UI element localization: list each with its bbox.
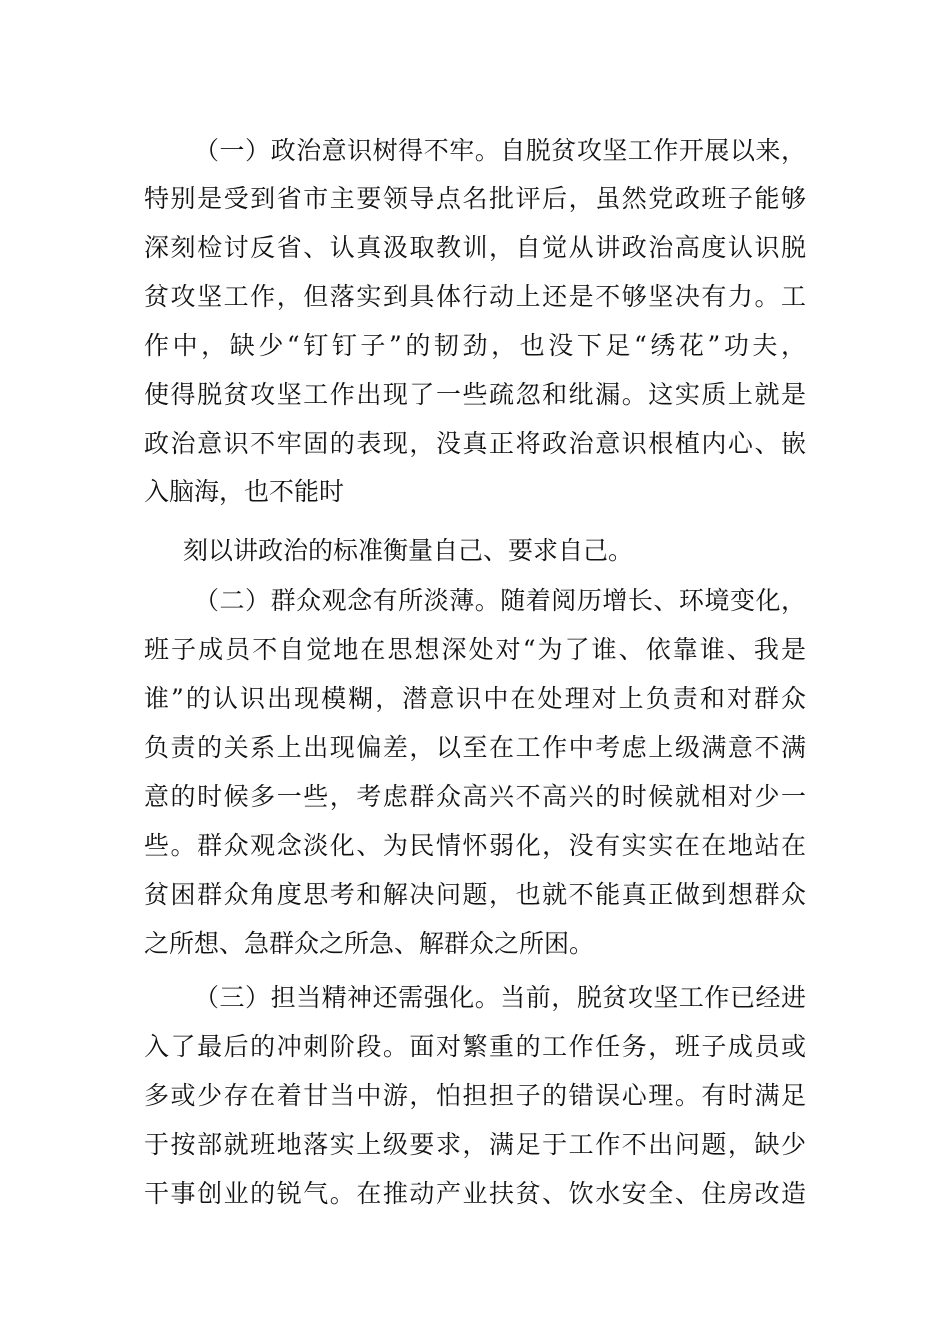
- paragraph-1-line-1: （一）政治意识树得不牢。自脱贫攻坚工作开展以来，: [194, 136, 806, 165]
- paragraph-3-line-1: （三）担当精神还需强化。当前，脱贫攻坚工作已经进: [194, 983, 806, 1012]
- paragraph-3-line-5: 干事创业的锐气。在推动产业扶贫、饮水安全、住房改造: [144, 1179, 806, 1208]
- paragraph-3-line-3: 多或少存在着甘当中游，怕担担子的错误心理。有时满足: [144, 1081, 806, 1110]
- paragraph-2-line-6: 些。群众观念淡化、为民情怀弱化，没有实实在在地站在: [144, 831, 806, 860]
- paragraph-1-line-3: 深刻检讨反省、认真汲取教训，自觉从讲政治高度认识脱: [144, 233, 806, 262]
- paragraph-2-line-8: 之所想、急群众之所急、解群众之所困。: [144, 929, 595, 958]
- paragraph-2-line-2: 班子成员不自觉地在思想深处对“为了谁、依靠谁、我是: [144, 635, 806, 664]
- paragraph-2-line-7: 贫困群众角度思考和解决问题，也就不能真正做到想群众: [144, 880, 806, 909]
- paragraph-3-line-4: 于按部就班地落实上级要求，满足于工作不出问题，缺少: [144, 1130, 806, 1159]
- paragraph-2-line-1: （二）群众观念有所淡薄。随着阅历增长、环境变化，: [194, 586, 806, 615]
- paragraph-1-line-8: 入脑海，也不能时: [144, 477, 345, 506]
- paragraph-1-line-7: 政治意识不牢固的表现，没真正将政治意识根植内心、嵌: [144, 429, 806, 458]
- paragraph-1-continuation: 刻以讲政治的标准衡量自己、要求自己。: [183, 536, 634, 565]
- paragraph-3-line-2: 入了最后的冲刺阶段。面对繁重的工作任务，班子成员或: [144, 1032, 806, 1061]
- paragraph-1-line-4: 贫攻坚工作，但落实到具体行动上还是不够坚决有力。工: [144, 282, 806, 311]
- paragraph-2-line-3: 谁”的认识出现模糊，潜意识中在处理对上负责和对群众: [144, 684, 806, 713]
- paragraph-1-line-6: 使得脱贫攻坚工作出现了一些疏忽和纰漏。这实质上就是: [144, 380, 806, 409]
- paragraph-2-line-4: 负责的关系上出现偏差，以至在工作中考虑上级满意不满: [144, 733, 806, 762]
- paragraph-1-line-2: 特别是受到省市主要领导点名批评后，虽然党政班子能够: [144, 184, 806, 213]
- paragraph-2-line-5: 意的时候多一些，考虑群众高兴不高兴的时候就相对少一: [144, 782, 806, 811]
- paragraph-1-line-5: 作中，缺少“钉钉子”的韧劲，也没下足“绣花”功夫，: [144, 331, 806, 360]
